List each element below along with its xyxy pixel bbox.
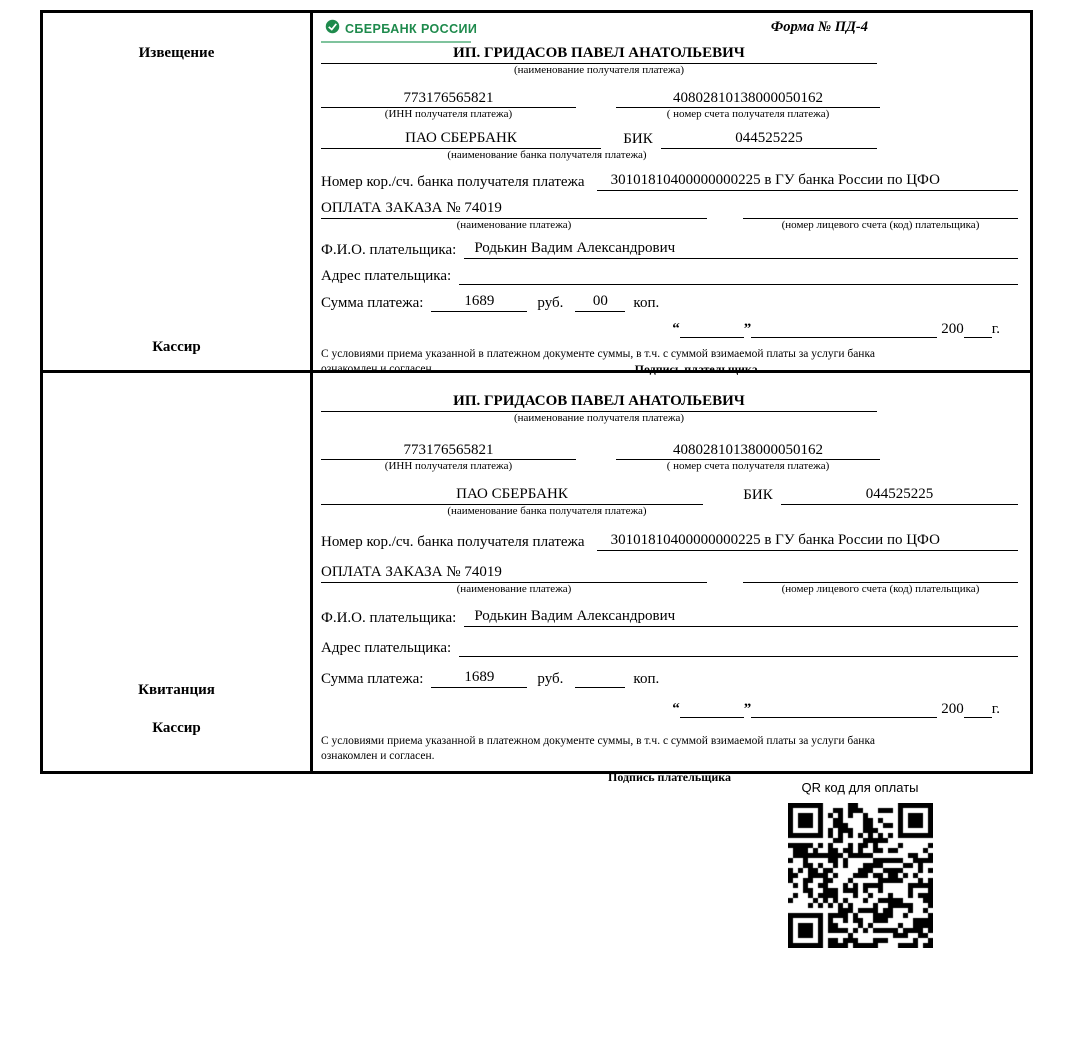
qr-code-canvas [788,803,933,948]
payment-name: ОПЛАТА ЗАКАЗА № 74019 [321,200,707,219]
notice-slip [43,13,1030,376]
payment-caption: (наименование платежа) [456,583,572,595]
qr-section [783,780,937,948]
recipient-caption: (наименование получателя платежа) [513,412,685,424]
notice-content [313,13,1030,376]
receipt-slip [43,373,1030,784]
payer-signature-label: Подпись плательщика [634,362,758,376]
kopecks-label: коп. [633,295,660,311]
personal-account-caption: (номер лицевого счета (код) плательщика) [781,583,980,595]
payer-address-blank-field [459,267,1018,285]
account-value: 40802810138000050162 [616,90,880,108]
corr-account-value: 30101810400000000225 в ГУ банка России по ЦФО [597,532,1018,551]
year-blank-field [964,321,992,338]
year-blank-field [964,701,992,718]
payer-address-blank-field [459,639,1018,657]
close-quote: ” [743,701,752,717]
year-prefix: 200 [941,321,964,337]
pd4-form [40,10,1033,784]
personal-account-caption: (номер лицевого счета (код) плательщика) [781,219,980,231]
inn-value: 773176565821 [321,442,576,460]
date-day-blank-field [680,701,744,718]
notice-side-column [43,13,313,370]
inn-caption: (ИНН получателя платежа) [384,108,513,120]
payer-address-label: Адрес плательщика: [321,268,452,284]
personal-account-blank-field [743,201,1018,219]
notice-label: Извещение [138,45,215,61]
notice-header-row [321,19,1018,43]
corr-account-label: Номер кор./сч. банка получателя платежа [321,174,585,190]
inn-caption: (ИНН получателя платежа) [384,460,513,472]
sberbank-logo-tagline-bar [321,41,471,43]
date-day-blank-field [680,321,744,338]
cashier-label: Кассир [152,720,201,736]
payment-name: ОПЛАТА ЗАКАЗА № 74019 [321,564,707,583]
account-caption: ( номер счета получателя платежа) [666,108,830,120]
agreement-text [321,347,1018,377]
cashier-label: Кассир [152,339,201,355]
payer-name-label: Ф.И.О. плательщика: [321,610,457,626]
payer-signature-label: Подпись плательщика [608,770,731,784]
bik-value: 044525225 [781,486,1018,505]
open-quote: “ [672,321,680,337]
bik-value: 044525225 [661,130,877,149]
bank-name: ПАО СБЕРБАНК [321,130,601,149]
payment-caption: (наименование платежа) [456,219,572,231]
kopecks-label: коп. [633,671,660,687]
open-quote: “ [672,701,680,717]
account-caption: ( номер счета получателя платежа) [666,460,830,472]
account-value: 40802810138000050162 [616,442,880,460]
payer-name-value: Родькин Вадим Александрович [464,608,1018,627]
bank-name: ПАО СБЕРБАНК [321,486,703,505]
date-signature-line [321,701,1000,718]
sberbank-logo-text: СБЕРБАНК РОССИИ [345,22,478,36]
sum-label: Сумма платежа: [321,671,424,687]
sum-rubles-value: 1689 [431,669,527,688]
agreement-line-2: ознакомлен и согласен. [321,363,435,375]
payer-name-label: Ф.И.О. плательщика: [321,242,457,258]
date-month-blank-field [751,321,937,338]
rubles-label: руб. [537,671,564,687]
corr-account-value: 30101810400000000225 в ГУ банка России по ЦФО [597,172,1018,191]
recipient-name: ИП. ГРИДАСОВ ПАВЕЛ АНАТОЛЬЕВИЧ [321,45,877,64]
bik-label: БИК [623,131,653,147]
corr-account-label: Номер кор./сч. банка получателя платежа [321,534,585,550]
personal-account-blank-field [743,565,1018,583]
date-month-blank-field [751,701,937,718]
sum-rubles-value: 1689 [431,293,527,312]
form-number: Форма № ПД-4 [770,19,868,35]
qr-caption: QR код для оплаты [801,780,919,795]
agreement-line-2: ознакомлен и согласен. [321,750,435,762]
year-suffix: г. [991,701,1000,717]
bik-label: БИК [743,487,773,503]
agreement-line-1: С условиями приема указанной в платежном документе суммы, в т.ч. с суммой взимаемой платы за услуги банка [321,348,875,360]
recipient-name: ИП. ГРИДАСОВ ПАВЕЛ АНАТОЛЬЕВИЧ [321,393,877,412]
recipient-caption: (наименование получателя платежа) [513,64,685,76]
close-quote: ” [743,321,752,337]
bank-caption: (наименование банка получателя платежа) [447,505,647,517]
sum-kopecks-blank-field [575,686,625,688]
agreement-line-1: С условиями приема указанной в платежном документе суммы, в т.ч. с суммой взимаемой платы за услуги банка [321,735,875,747]
payer-address-label: Адрес плательщика: [321,640,452,656]
sum-label: Сумма платежа: [321,295,424,311]
receipt-side-column [43,373,313,771]
inn-value: 773176565821 [321,90,576,108]
payer-name-value: Родькин Вадим Александрович [464,240,1018,259]
rubles-label: руб. [537,295,564,311]
receipt-content [313,373,1030,784]
year-prefix: 200 [941,701,964,717]
year-suffix: г. [991,321,1000,337]
agreement-text [321,734,1018,785]
receipt-label: Квитанция [138,682,215,698]
date-signature-line [321,321,1000,338]
sberbank-logo [321,19,477,43]
sum-kopecks-value: 00 [575,293,625,312]
bank-caption: (наименование банка получателя платежа) [447,149,647,161]
sberbank-logo-icon [325,19,340,39]
